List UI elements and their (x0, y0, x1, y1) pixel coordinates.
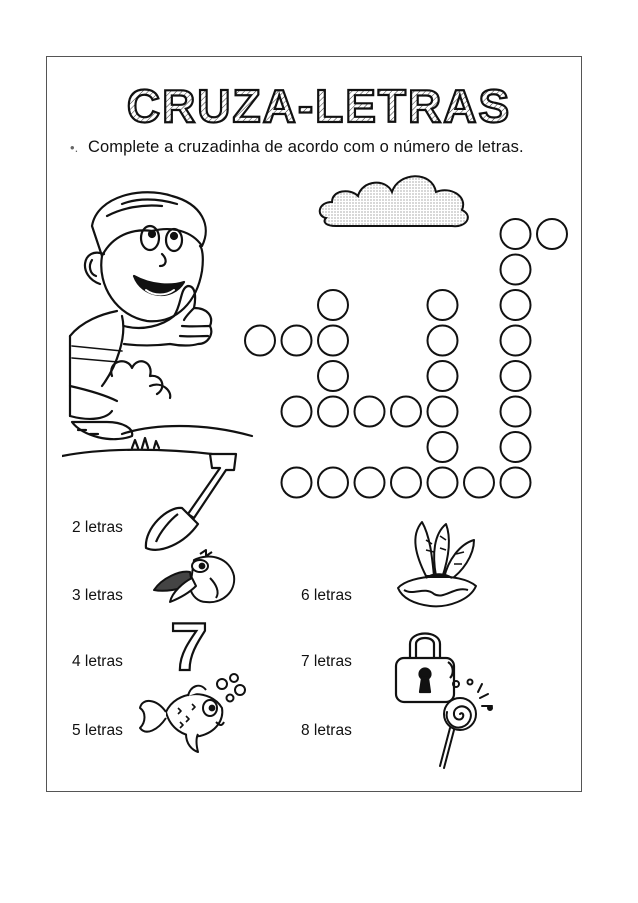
label-6-letras: 6 letras (301, 587, 352, 604)
crossword-cell[interactable] (428, 468, 458, 498)
label-5-letras: 5 letras (72, 722, 123, 739)
crossword-cell[interactable] (391, 397, 421, 427)
crossword-cell[interactable] (391, 468, 421, 498)
crossword-cell[interactable] (501, 290, 531, 320)
instruction (70, 136, 580, 159)
crossword-grid (236, 212, 576, 512)
label-7-letras: 7 letras (301, 653, 352, 670)
crossword-cell[interactable] (245, 326, 275, 356)
worksheet-title (0, 0, 638, 140)
crossword-cell[interactable] (464, 468, 494, 498)
crossword-cell[interactable] (501, 432, 531, 462)
shovel-illustration (138, 448, 248, 558)
turnip-illustration (390, 516, 490, 616)
crossword-cell[interactable] (282, 468, 312, 498)
crossword-cell[interactable] (501, 326, 531, 356)
crossword-cell[interactable] (501, 468, 531, 498)
bird-illustration (150, 548, 240, 610)
crossword-cell[interactable] (355, 397, 385, 427)
title-text: CRUZA-LETRAS (126, 80, 512, 132)
crossword-cell[interactable] (282, 397, 312, 427)
crossword-cell[interactable] (318, 361, 348, 391)
crossword-cell[interactable] (428, 326, 458, 356)
crossword-cell[interactable] (428, 397, 458, 427)
crossword-cell[interactable] (318, 326, 348, 356)
label-2-letras: 2 letras (72, 519, 123, 536)
crossword-cell[interactable] (501, 255, 531, 285)
crossword-cell[interactable] (501, 397, 531, 427)
crossword-cell[interactable] (318, 290, 348, 320)
crossword-cell[interactable] (537, 219, 567, 249)
crossword-cell[interactable] (501, 361, 531, 391)
label-3-letras: 3 letras (72, 587, 123, 604)
crossword-cell[interactable] (282, 326, 312, 356)
instruction-text: Complete a cruzadinha de acordo com o número de letras. (88, 138, 524, 156)
fish-illustration (136, 672, 252, 756)
crossword-cell[interactable] (428, 432, 458, 462)
crossword-cell[interactable] (318, 397, 348, 427)
lollipop-illustration (430, 674, 510, 770)
number-seven-illustration (160, 612, 218, 676)
crossword-cell[interactable] (428, 361, 458, 391)
instruction-bullet: •. (70, 140, 79, 155)
crossword-cell[interactable] (501, 219, 531, 249)
crossword-cell[interactable] (355, 468, 385, 498)
label-4-letras: 4 letras (72, 653, 123, 670)
boy-thumbs-up-illustration (62, 186, 262, 466)
crossword-cell[interactable] (318, 468, 348, 498)
label-8-letras: 8 letras (301, 722, 352, 739)
crossword-cell[interactable] (428, 290, 458, 320)
number-seven: 7 (170, 612, 208, 676)
